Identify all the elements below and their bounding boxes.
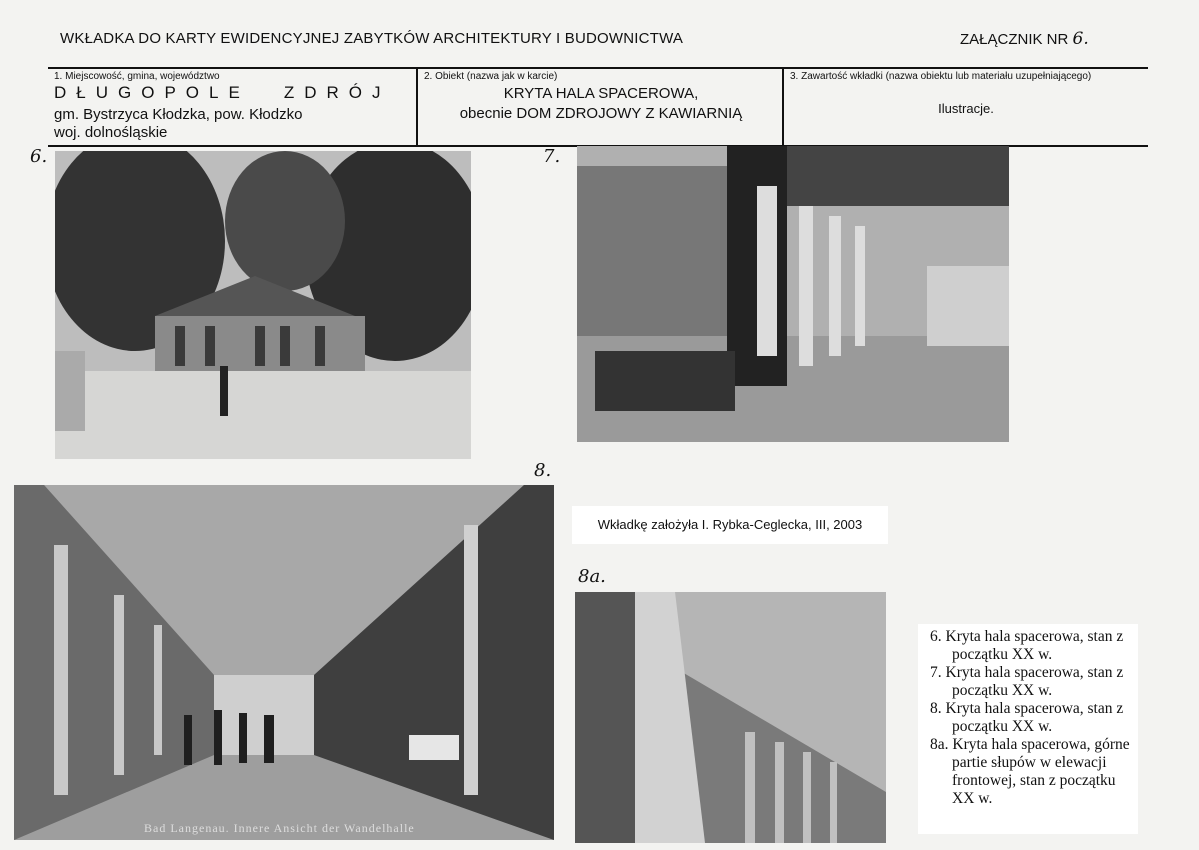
photo-7 (577, 146, 1009, 442)
legend-item: 6. Kryta hala spacerowa, stan z początku XX w. (930, 628, 1124, 663)
photo-8-number: 8. (534, 460, 552, 481)
object-label: 2. Obiekt (nazwa jak w karcie) (424, 71, 558, 82)
photo-8a-number: 8a. (578, 566, 606, 587)
photo-7-number: 7. (543, 146, 561, 167)
location-cell (48, 69, 418, 145)
photo-6 (55, 151, 471, 459)
content-label: 3. Zawartość wkładki (nazwa obiektu lub materiału uzupełniającego) (790, 71, 1092, 82)
object-cell (418, 69, 784, 145)
annex-label-text: ZAŁĄCZNIK NR (960, 31, 1069, 48)
object-name: KRYTA HALA SPACEROWA, (503, 85, 699, 102)
town-suffix: ZDRÓJ (283, 83, 391, 102)
location-commune: gm. Bystrzyca Kłodzka, pow. Kłodzko (54, 106, 303, 123)
location-voivodeship: woj. dolnośląskie (54, 124, 168, 141)
photo-8 (14, 485, 554, 840)
location-town (54, 83, 390, 103)
town-name: DŁUGOPOLE (54, 83, 250, 102)
annex-label (960, 29, 1089, 49)
annex-number: 6. (1072, 29, 1089, 49)
legend-item: 8. Kryta hala spacerowa, stan z początku XX w. (930, 700, 1124, 735)
legend-item: 8a. Kryta hala spacerowa, górne partie słupów w elewacji frontowej, stan z początku XX w. (930, 736, 1130, 807)
form-title: WKŁADKA DO KARTY EWIDENCYJNEJ ZABYTKÓW ARCHITEKTURY I BUDOWNICTWA (60, 30, 684, 47)
legend-item: 7. Kryta hala spacerowa, stan z początku XX w. (930, 664, 1124, 699)
content-value: Ilustracje. (938, 101, 994, 116)
object-current-use: obecnie DOM ZDROJOWY Z KAWIARNIĄ (459, 105, 743, 122)
photo-legend (918, 624, 1138, 834)
credit-note: Wkładkę założyła I. Rybka-Ceglecka, III, 2003 (572, 506, 888, 544)
photo-6-number: 6. (30, 146, 48, 167)
postcard-caption: Bad Langenau. Innere Ansicht der Wandelhalle (144, 821, 415, 835)
content-cell (784, 69, 1148, 145)
header-table (48, 67, 1148, 147)
location-label: 1. Miejscowość, gmina, województwo (54, 71, 220, 82)
photo-8a (575, 592, 886, 843)
